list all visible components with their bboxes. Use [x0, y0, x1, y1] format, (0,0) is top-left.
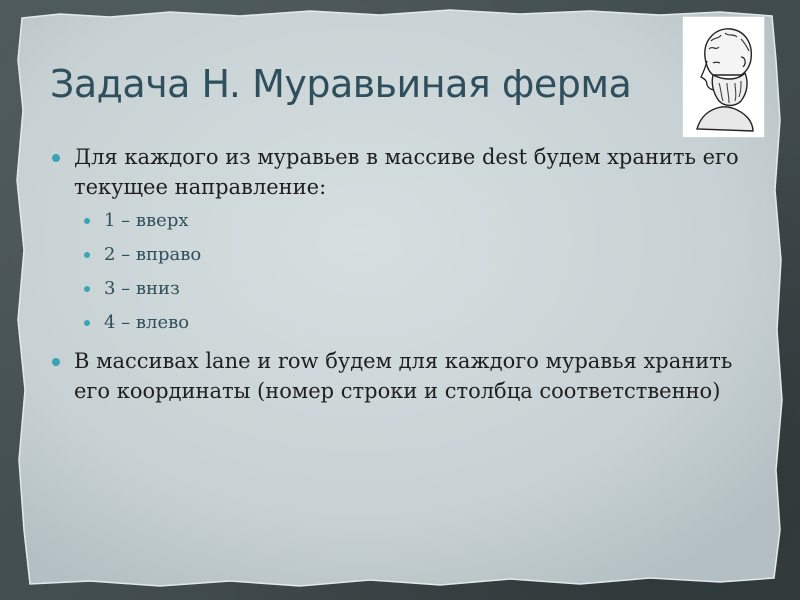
philosopher-portrait-image	[682, 16, 765, 138]
bullet-coordinates-text: В массивах lane и row будем для каждого муравья хранить его координаты (номер строки и столбца соответственно)	[74, 349, 733, 403]
direction-item-right: 2 – вправо	[74, 242, 750, 268]
direction-item-left: 4 – влево	[74, 310, 750, 336]
direction-item-down: 3 – вниз	[74, 276, 750, 302]
bullet-directions	[50, 142, 750, 336]
slide-content	[50, 142, 750, 414]
philosopher-portrait-icon	[683, 17, 764, 137]
bullet-coordinates	[50, 346, 750, 406]
bullet-directions-text: Для каждого из муравьев в массиве dest будем хранить его текущее направление:	[74, 145, 739, 199]
slide-title: Задача H. Муравьиная ферма	[50, 62, 632, 106]
direction-list	[74, 208, 750, 336]
direction-item-up: 1 – вверх	[74, 208, 750, 234]
